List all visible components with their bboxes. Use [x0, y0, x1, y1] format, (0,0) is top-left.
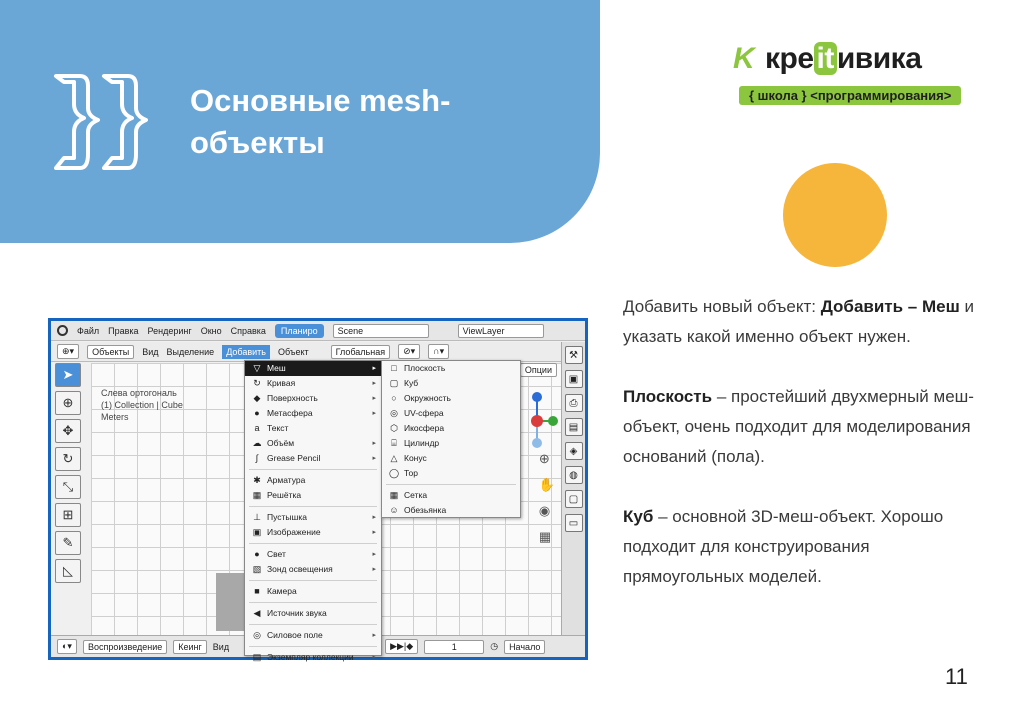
mode-selector[interactable]: Объекты	[87, 345, 134, 359]
menu-item-label: Grease Pencil	[267, 453, 321, 463]
properties-view-layer-icon[interactable]: ▤	[565, 418, 583, 436]
plane-icon: □	[391, 363, 397, 373]
clock-icon[interactable]: ◷	[490, 641, 499, 651]
menu-item-label: Силовое поле	[267, 630, 323, 640]
properties-tool-icon[interactable]: ⚒	[565, 346, 583, 364]
menu-file[interactable]: Файл	[77, 325, 100, 336]
menu-item-label: Текст	[267, 423, 289, 433]
menu-separator	[249, 469, 377, 470]
empty-icon: ⊥	[253, 512, 261, 522]
menu-item-label: UV-сфера	[404, 408, 444, 418]
tool-shelf	[55, 363, 87, 635]
light-icon: ●	[254, 549, 260, 559]
blender-menubar	[51, 321, 585, 341]
menu-item-lattice[interactable]	[245, 488, 381, 503]
menu-separator	[249, 506, 377, 507]
paragraph-plane	[623, 382, 983, 472]
para2-bold: Плоскость	[623, 387, 713, 406]
menu-item-speaker[interactable]	[245, 606, 381, 621]
para3-bold: Куб	[623, 507, 654, 526]
menu-item-label: Источник звука	[267, 608, 327, 618]
menu-item-curve[interactable]	[245, 376, 381, 391]
timeline-view-menu[interactable]: Вид	[212, 641, 230, 652]
menu-item-empty[interactable]	[245, 510, 381, 525]
paragraph-add-object	[623, 292, 983, 352]
menu-item-grease-pencil[interactable]	[245, 451, 381, 466]
speaker-icon: ◀	[253, 608, 261, 618]
menu-item-grid[interactable]	[382, 488, 520, 503]
submenu-arrow-icon: ▸	[372, 380, 376, 387]
menu-item-label: Окружность	[404, 393, 451, 403]
menu-separator	[249, 543, 377, 544]
grid-icon: ▦	[389, 490, 399, 500]
snap-selector[interactable]: ∩▾	[428, 344, 449, 359]
para1-text-b: и указать какой именно объект нужен.	[623, 297, 974, 346]
menu-item-surface[interactable]	[245, 391, 381, 406]
menu-item-label: Экземпляр коллекции	[267, 652, 354, 662]
submenu-arrow-icon: ▸	[372, 514, 376, 521]
properties-collection-icon[interactable]: ▭	[565, 514, 583, 532]
start-frame-field[interactable]: Начало	[504, 640, 545, 654]
menu-item-label: Икосфера	[404, 423, 445, 433]
slide-title-line2: объекты	[190, 125, 325, 160]
menu-item-label: Кривая	[267, 378, 296, 388]
menu-help[interactable]: Справка	[230, 325, 266, 336]
logo-text-pre: кре	[765, 42, 814, 75]
menu-item-light[interactable]	[245, 547, 381, 562]
paragraph-cube	[623, 502, 983, 592]
menu-item-image[interactable]	[245, 525, 381, 540]
menu-item-label: Объём	[267, 438, 295, 448]
submenu-arrow-icon: ▸	[372, 551, 376, 558]
pivot-selector[interactable]: ⊘▾	[398, 344, 420, 359]
force-field-icon: ◎	[253, 630, 261, 640]
image-icon: ▣	[252, 527, 262, 537]
text-icon: a	[254, 423, 260, 433]
menu-item-label: Поверхность	[267, 393, 318, 403]
logo-k-mark: K	[733, 42, 755, 75]
submenu-arrow-icon: ▸	[372, 455, 376, 462]
menu-item-text[interactable]	[245, 421, 381, 436]
menu-select[interactable]: Выделение	[166, 346, 215, 357]
cone-icon: △	[390, 453, 398, 463]
para3-text: – основной 3D-меш-объект. Хорошо подходит для конструирования прямоугольных моделей.	[623, 507, 944, 586]
current-frame-field[interactable]: 1	[424, 640, 484, 654]
grease-pencil-icon: ∫	[255, 453, 259, 463]
menu-item-cone[interactable]	[382, 451, 520, 466]
menu-item-label: Обезьянка	[404, 505, 447, 515]
scene-selector[interactable]: Scene	[333, 324, 429, 338]
menu-item-uv-sphere[interactable]	[382, 406, 520, 421]
icosphere-icon: ⬡	[390, 423, 398, 433]
menu-item-label: Куб	[404, 378, 419, 388]
page-number: 11	[945, 664, 968, 689]
select-tool-icon[interactable]: ➤	[55, 363, 81, 387]
logo-text-post: ивика	[836, 42, 922, 75]
menu-item-torus[interactable]	[382, 466, 520, 481]
orientation-selector[interactable]: Глобальная	[331, 345, 390, 359]
menu-item-label: Камера	[267, 586, 297, 596]
menu-separator	[249, 602, 377, 603]
logo-wordmark	[765, 42, 921, 76]
workspace-tab[interactable]: Планиро	[275, 324, 324, 338]
menu-separator	[386, 484, 516, 485]
logo-tagline: { школа } <программирования>	[739, 86, 961, 105]
menu-item-metaball[interactable]	[245, 406, 381, 421]
scale-tool-icon[interactable]: ⤡	[55, 475, 81, 499]
camera-icon: ■	[254, 586, 260, 596]
pan-hand-icon[interactable]: ✋	[538, 477, 555, 492]
properties-object-icon[interactable]: ▢	[565, 490, 583, 508]
menu-window[interactable]: Окно	[200, 325, 222, 336]
viewport-collection: (1) Collection | Cube	[101, 400, 183, 410]
menu-item-plane[interactable]	[382, 361, 520, 376]
cursor-tool-icon[interactable]: ⊕	[55, 391, 81, 415]
menu-item-label: Решётка	[267, 490, 302, 500]
options-label[interactable]: Опции	[520, 363, 557, 377]
menu-item-light-probe[interactable]	[245, 562, 381, 577]
submenu-arrow-icon: ▸	[372, 654, 376, 661]
submenu-arrow-icon: ▸	[372, 529, 376, 536]
blender-screenshot	[48, 318, 588, 660]
viewport-header	[51, 342, 561, 362]
blender-logo-icon[interactable]	[57, 325, 68, 336]
menu-item-label: Тор	[404, 468, 418, 478]
blender-window	[51, 321, 585, 662]
measure-tool-icon[interactable]: ◺	[55, 559, 81, 583]
annotate-tool-icon[interactable]: ✎	[55, 531, 81, 555]
menu-item-label: Пустышка	[267, 512, 307, 522]
submenu-arrow-icon: ▸	[372, 632, 376, 639]
menu-item-label: Меш	[267, 363, 286, 373]
menu-item-label: Плоскость	[404, 363, 446, 373]
keying-menu[interactable]: Кеинг	[173, 640, 207, 654]
double-bracket-icon	[44, 68, 164, 178]
menu-separator	[249, 580, 377, 581]
transform-tool-icon[interactable]: ⊞	[55, 503, 81, 527]
view-layer-selector[interactable]: ViewLayer	[458, 324, 544, 338]
header-band	[0, 0, 600, 243]
submenu-arrow-icon: ▸	[372, 395, 376, 402]
menu-item-collection-instance[interactable]	[245, 650, 381, 665]
navigation-gizmo-icon[interactable]	[517, 391, 557, 451]
menu-item-circle[interactable]	[382, 391, 520, 406]
menu-item-label: Конус	[404, 453, 427, 463]
torus-icon: ◯	[388, 468, 400, 478]
uv-sphere-icon: ◎	[390, 408, 398, 418]
menu-item-volume[interactable]	[245, 436, 381, 451]
menu-item-label: Метасфера	[267, 408, 313, 418]
menu-view[interactable]: Вид	[142, 346, 159, 357]
timeline-editor-icon[interactable]: ◐▾	[57, 639, 77, 654]
circle-icon: ○	[391, 393, 397, 403]
menu-item-label: Сетка	[404, 490, 428, 500]
properties-tab-bar	[561, 342, 585, 635]
menu-item-label: Цилиндр	[404, 438, 440, 448]
cylinder-icon: ⌸	[391, 438, 397, 448]
decorative-orange-circle	[783, 163, 887, 267]
mesh-icon: ▽	[253, 363, 261, 373]
curve-icon: ↻	[253, 378, 261, 388]
add-menu	[244, 360, 382, 662]
viewport-nav-icons	[539, 451, 555, 545]
para1-bold: Добавить – Меш	[820, 297, 960, 316]
camera-view-icon[interactable]: ◉	[538, 503, 551, 518]
menu-item-cube[interactable]	[382, 376, 520, 391]
menu-add[interactable]: Добавить	[222, 345, 270, 359]
menu-render[interactable]: Рендеринг	[147, 325, 192, 336]
menu-item-camera[interactable]	[245, 584, 381, 599]
options-dropdown[interactable]	[520, 365, 557, 375]
ortho-grid-icon[interactable]: ▦	[538, 529, 552, 544]
viewport-units: Meters	[101, 412, 129, 422]
light-probe-icon: ▧	[252, 564, 262, 574]
menu-item-mesh[interactable]	[245, 361, 381, 376]
slide-title	[190, 80, 550, 164]
menu-item-label: Зонд освещения	[267, 564, 333, 574]
menu-item-icosphere[interactable]	[382, 421, 520, 436]
metaball-icon: ●	[254, 408, 260, 418]
menu-item-monkey[interactable]	[382, 503, 520, 518]
properties-render-icon[interactable]: ▣	[565, 370, 583, 388]
menu-item-armature[interactable]	[245, 473, 381, 488]
properties-output-icon[interactable]: ⎙	[565, 394, 583, 412]
description-text	[623, 292, 983, 622]
submenu-arrow-icon: ▸	[372, 440, 376, 447]
playback-menu[interactable]: Воспроизведение	[83, 640, 167, 654]
menu-object[interactable]: Объект	[277, 346, 309, 357]
menu-separator	[249, 646, 377, 647]
menu-item-cylinder[interactable]	[382, 436, 520, 451]
surface-icon: ◆	[253, 393, 261, 403]
mesh-submenu	[381, 360, 521, 518]
kreitivika-logo	[733, 42, 983, 114]
properties-world-icon[interactable]: ◍	[565, 466, 583, 484]
viewport-info-overlay	[101, 387, 183, 423]
submenu-arrow-icon: ▸	[372, 566, 376, 573]
properties-scene-icon[interactable]: ◈	[565, 442, 583, 460]
menu-item-label: Изображение	[267, 527, 321, 537]
menu-item-label: Свет	[267, 549, 286, 559]
submenu-arrow-icon: ▸	[372, 365, 376, 372]
logo-text-it: it	[814, 42, 837, 75]
lattice-icon: ▦	[252, 490, 262, 500]
selected-object-silhouette[interactable]	[216, 573, 246, 631]
move-tool-icon[interactable]: ✥	[55, 419, 81, 443]
para1-text-a: Добавить новый объект:	[623, 297, 821, 316]
viewport-view-name: Слева ортогональ	[101, 388, 177, 398]
collection-instance-icon: ▤	[252, 652, 262, 662]
menu-item-force-field[interactable]	[245, 628, 381, 643]
armature-icon: ✱	[253, 475, 261, 485]
menu-edit[interactable]: Правка	[108, 325, 139, 336]
menu-item-label: Арматура	[267, 475, 306, 485]
para2-text: – простейший двухмерный меш- объект, очень подходит для моделирования оснований (пола).	[623, 387, 974, 466]
slide-title-line1: Основные mesh-	[190, 83, 451, 118]
cube-icon: ▢	[389, 378, 399, 388]
volume-icon: ☁	[252, 438, 262, 448]
rotate-tool-icon[interactable]: ↻	[55, 447, 81, 471]
editor-type-selector[interactable]: ⊕▾	[57, 344, 79, 359]
menu-separator	[249, 624, 377, 625]
monkey-icon: ☺	[389, 505, 399, 515]
zoom-icon[interactable]: ⊕	[538, 451, 550, 466]
playback-controls-icon[interactable]: ▶▶|◆	[385, 639, 418, 654]
submenu-arrow-icon: ▸	[372, 410, 376, 417]
